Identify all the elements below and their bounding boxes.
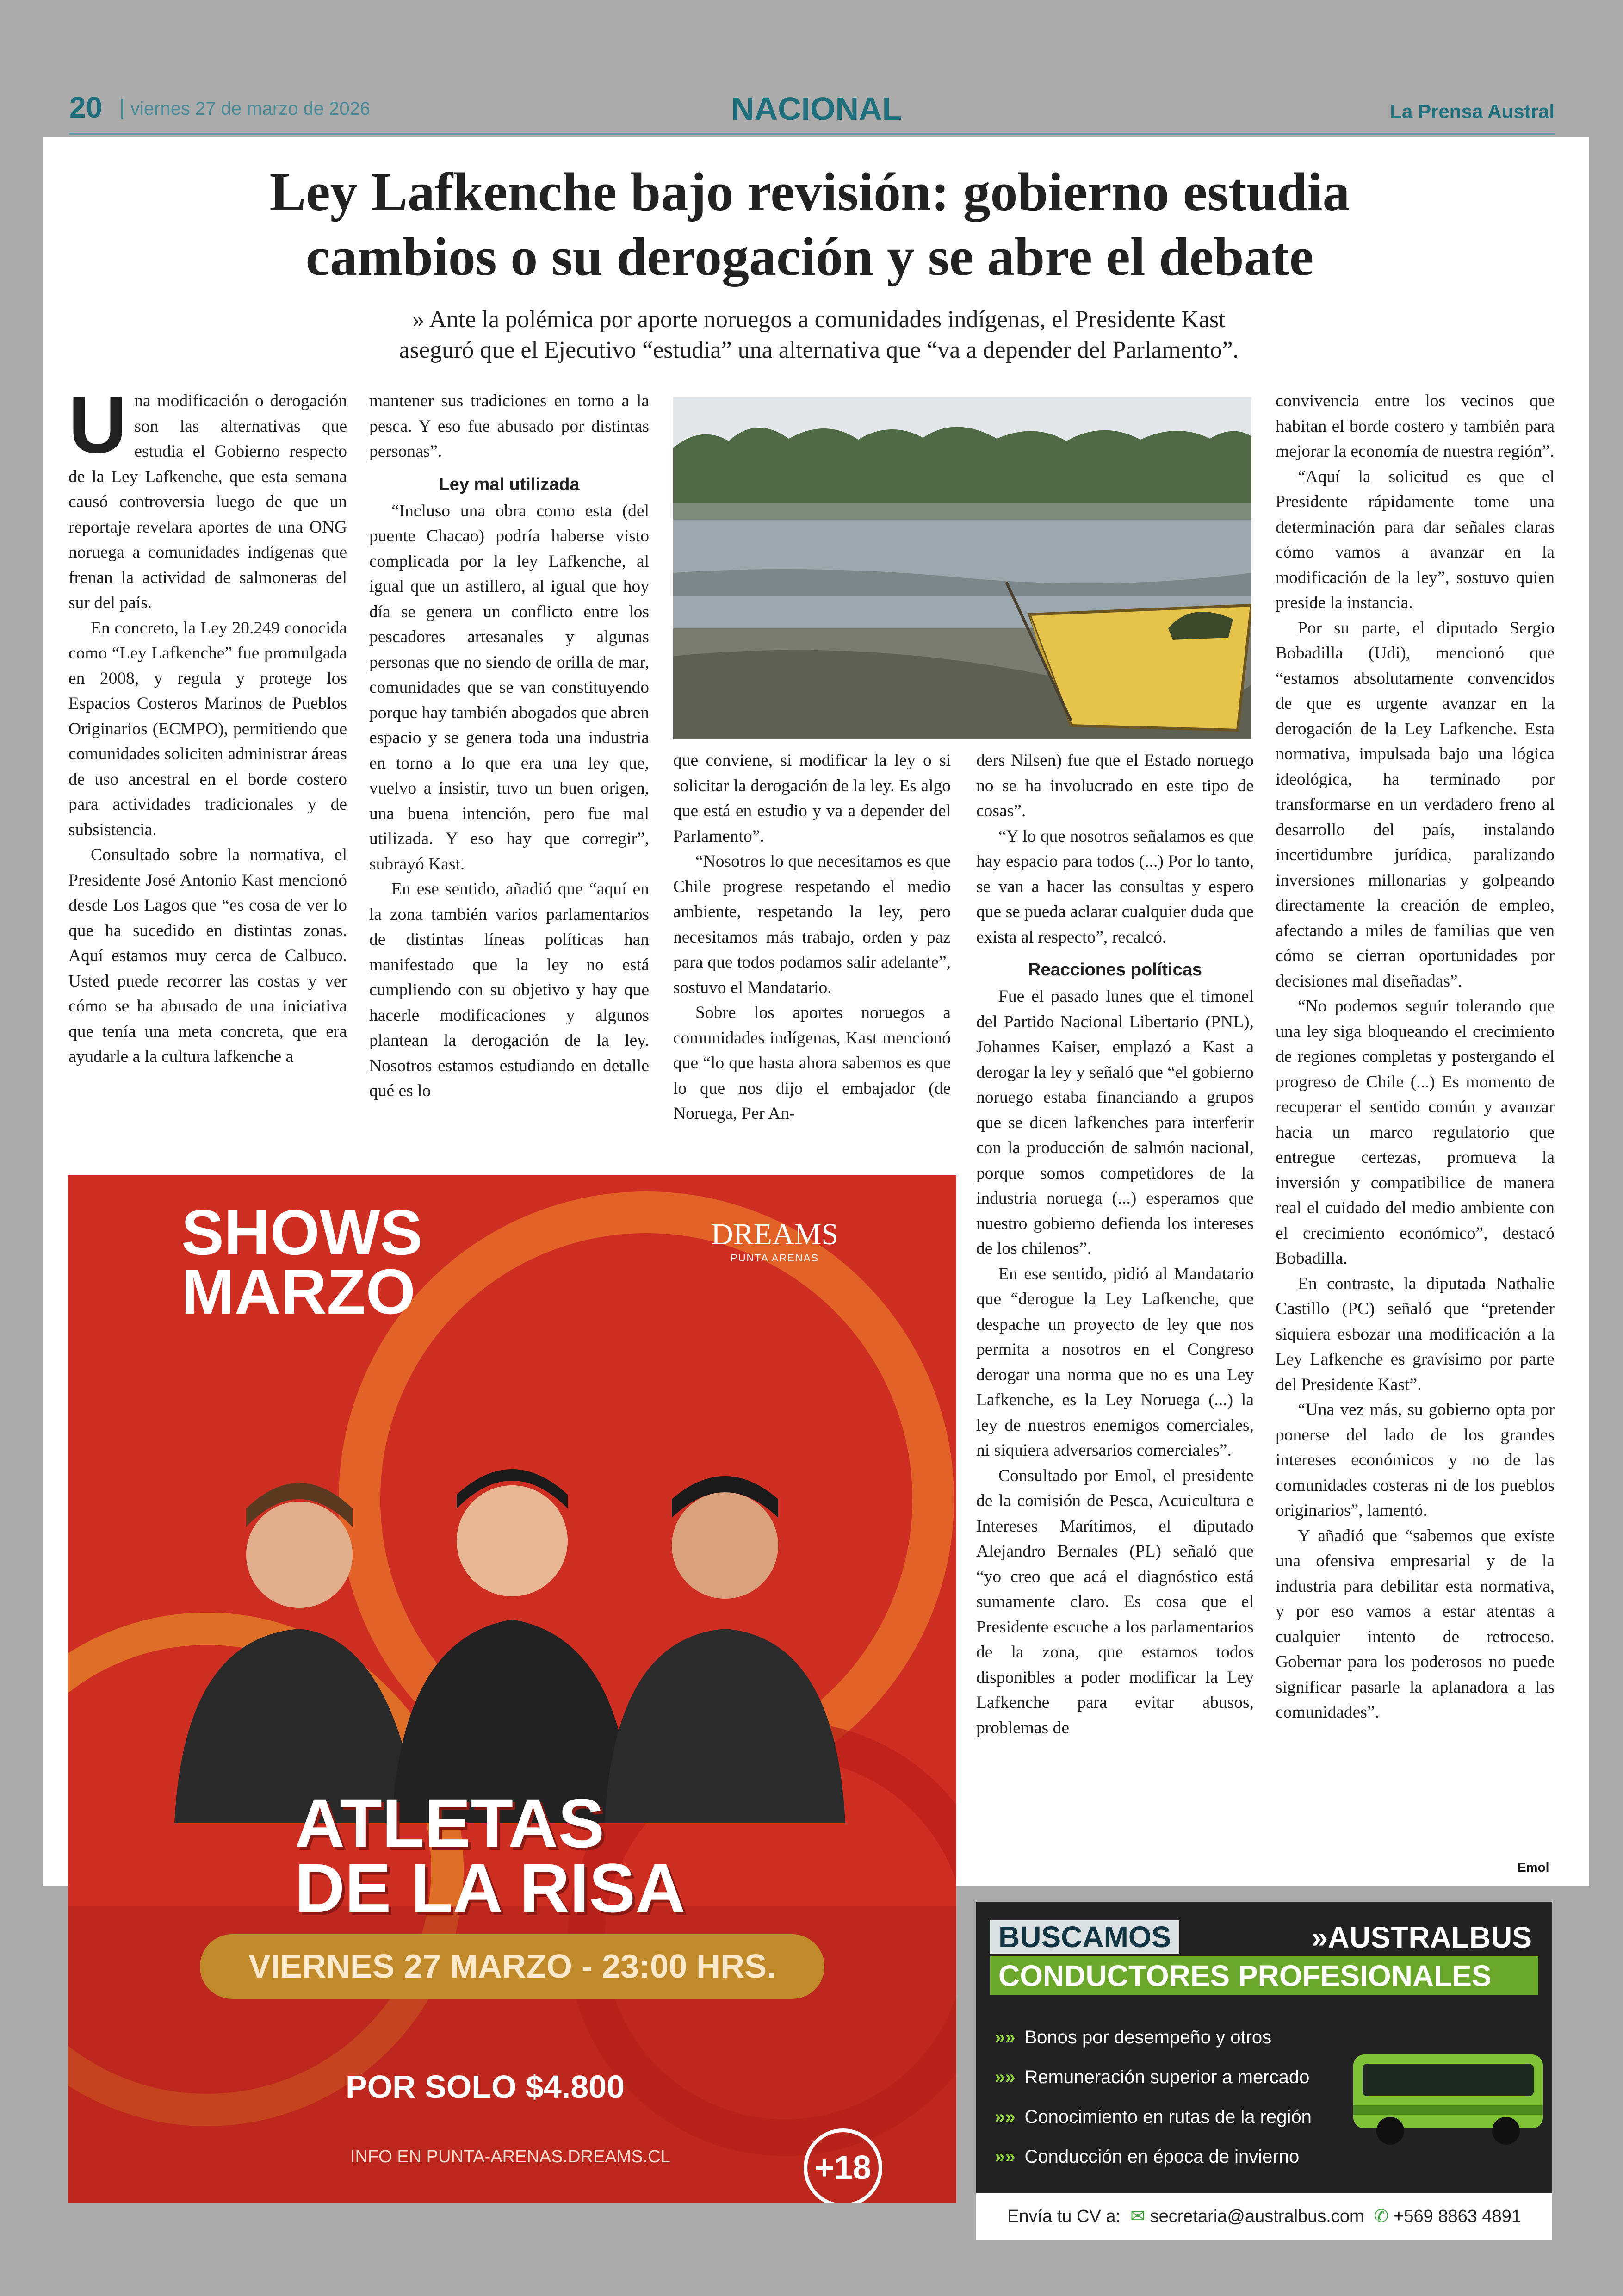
australbus-job-ad[interactable] xyxy=(976,1902,1552,2240)
phone-icon: ✆ xyxy=(1374,2207,1389,2226)
ad-tag: BUSCAMOS xyxy=(990,1920,1179,1954)
article-column-2 xyxy=(369,389,649,1104)
act-name xyxy=(295,1784,686,1927)
deck-line-2: aseguró que el Ejecutivo “estudia” una alternativa que “va a depender del Parlamento”. xyxy=(399,337,1239,363)
bus-image xyxy=(1349,2036,1548,2152)
paragraph: En ese sentido, pidió al Mandatario que “derogue la Ley Lafkenche, que despache un proyecto de ley que nos permita a nosotros en el Congreso derogar una norma que no es una Ley Lafkenche, es la Ley Noruega (...) la ley de nuestros enemigos comerciales, ni siquiera adversarios comerciales”. xyxy=(976,1264,1254,1460)
byline: Emol xyxy=(1518,1860,1549,1874)
article-column-5 xyxy=(1276,389,1555,1725)
paragraph: que conviene, si modificar la ley o si solicitar la derogación de la ley. Es algo que está en estudio y va a depender del Parlamento”. xyxy=(673,751,951,846)
act-name-line-2: DE LA RISA xyxy=(295,1849,686,1927)
dreams-show-ad[interactable] xyxy=(68,1175,956,2203)
deck-line-1: Ante la polémica por aporte noruegos a comunidades indígenas, el Presidente Kast xyxy=(429,306,1226,333)
page-number: 20 xyxy=(69,91,103,124)
subheading: Ley mal utilizada xyxy=(439,474,580,494)
ad-background xyxy=(68,1175,956,2203)
benefit-text: Remuneración superior a mercado xyxy=(1024,2067,1310,2087)
dreams-logo xyxy=(711,1217,838,1264)
paragraph: ders Nilsen) fue que el Estado noruego no se ha involucrado en este tipo de cosas”. xyxy=(976,751,1254,820)
paragraph: Por su parte, el diputado Sergio Bobadilla (Udi), mencionó que “estamos absolutamente convencidos de que es urgente avanzar en la derogación de la Ley Lafkenche. Esta normativa, impulsada bajo una lógica ideológica, ha terminado por transformarse en un verdadero freno al desarrollo del país, instalando incertidumbre jurídica, paralizando inversiones millonarias y golpeando directamente la creación de empleo, afectando a miles de familias que ven cómo se cierran oportunidades por decisiones mal diseñadas”. xyxy=(1276,618,1555,991)
drop-cap: U xyxy=(68,380,127,470)
chevron-right-icon: »» xyxy=(995,2147,1016,2167)
section-title: NACIONAL xyxy=(731,91,902,127)
paragraph: Consultado por Emol, el presidente de la comisión de Pesca, Acuicultura e Intereses Marítimos, el diputado Alejandro Bernales (PL) señaló que “yo creo que acá el diagnóstico está sumamente claro. Es cosa que el Presidente escuche a los parlamentarios de la zona, que estamos todos disponibles a poder modificar la Ley Lafkenche para evitar abusos, problemas de xyxy=(976,1466,1254,1738)
article-column-4 xyxy=(976,748,1254,1741)
ticket-price: POR SOLO $4.800 xyxy=(346,2069,625,2105)
mail-icon: ✉ xyxy=(1130,2207,1145,2226)
chevron-right-icon: » xyxy=(412,306,429,333)
paragraph: convivencia entre los vecinos que habitan el borde costero y también para mejorar la economía de nuestra región”. xyxy=(1276,391,1555,461)
paragraph: “Incluso una obra como esta (del puente Chacao) podría haberse visto complicada por la ley Lafkenche, al igual que un astillero, al igual que hoy día se genera un conflicto entre los pescadores artesanales y algunas personas que no siendo de orilla de mar, comunidades que se van constituyendo porque hay también abogados que abren espacio y se genera toda una industria en torno a lo que era una ley que, vuelvo a insistir, tuvo un buen origen, una buena intención, pero fue mal utilizada. Y eso hay que corregir”, subrayó Kast. xyxy=(369,501,649,874)
chevron-right-icon: » xyxy=(1311,1921,1328,1954)
issue-date: viernes 27 de marzo de 2026 xyxy=(121,99,370,119)
brand-name: AUSTRALBUS xyxy=(1328,1921,1532,1954)
list-item xyxy=(995,2017,1312,2057)
paragraph: Fue el pasado lunes que el timonel del Partido Nacional Libertario (PNL), Johannes Kaiser, emplazó a Kast a derogar la ley y señaló que “el gobierno noruego estaba financiando a grupos que se dicen lafkenches para interferir con la producción de salmón nacional, porque somos competidores de la industria noruega (...) esperamos que nuestro gobierno defienda los intereses de los chilenos”. xyxy=(976,987,1254,1258)
deck xyxy=(278,304,1360,366)
paragraph: mantener sus tradiciones en torno a la pesca. Y eso fue abusado por distintas personas”. xyxy=(369,391,649,461)
boat-on-shore-image xyxy=(673,397,1251,739)
headline xyxy=(157,160,1462,289)
paragraph: na modificación o derogación son las alternativas que estudia el Gobierno respecto de la Ley Lafkenche, que esta semana causó controversia luego de que un reportaje revelara aportes de una ONG noruega a comunidades indígenas que frenan la actividad de salmoneras del sur del país. xyxy=(68,391,347,612)
page-header xyxy=(69,90,1555,137)
ad-title-line-1: SHOWS xyxy=(181,1197,423,1268)
headline-line-1: Ley Lafkenche bajo revisión: gobierno estudia xyxy=(269,161,1350,222)
paragraph: En concreto, la Ley 20.249 conocida como “Ley Lafkenche” fue promulgada en 2008, y regula y protege los Espacios Costeros Marinos de Pueblos Originarios (ECMPO), permitiendo que comunidades soliciten administrar áreas de uso ancestral en el borde costero para actividades tradicionales y de subsistencia. xyxy=(68,618,347,839)
contact-bar xyxy=(976,2193,1552,2240)
paragraph: “Una vez más, su gobierno opta por ponerse del lado de los grandes intereses económicos y no de las comunidades costeras ni de los pueblos originarios”, lamentó. xyxy=(1276,1400,1555,1520)
contact-email[interactable]: secretaria@australbus.com xyxy=(1150,2207,1364,2226)
ad-headline: CONDUCTORES PROFESIONALES xyxy=(990,1956,1538,1995)
logo-subtext: PUNTA ARENAS xyxy=(730,1252,819,1264)
paragraph: Consultado sobre la normativa, el Presidente José Antonio Kast mencionó desde Los Lagos que “es cosa de ver lo que ha sucedido en distintas zonas. Aquí estamos muy cerca de Calbuco. Usted puede recorrer las costas y ver cómo se ha abusado de una iniciativa que tenía una meta concreta, que era ayudarle a la cultura lafkenche a xyxy=(68,845,347,1066)
headline-line-2: cambios o su derogación y se abre el debate xyxy=(305,226,1314,287)
paragraph: “Nosotros lo que necesitamos es que Chile progrese respetando el medio ambiente, respetando la ley, pero necesitamos más trabajo, orden y paz para que todos podamos salir adelante”, sostuvo el Mandatario. xyxy=(673,852,951,997)
logo-text: DREAMS xyxy=(711,1217,839,1251)
article-photo xyxy=(673,397,1251,739)
list-item xyxy=(995,2137,1312,2177)
ad-title xyxy=(181,1197,423,1328)
chevron-right-icon: »» xyxy=(995,2067,1016,2087)
subheading: Reacciones políticas xyxy=(1028,960,1202,980)
paragraph: En ese sentido, añadió que “aquí en la zona también varios parlamentarios de distintas líneas políticas han manifestado que la ley no está cumpliendo con su objetivo y hay que hacerle modificaciones y algunos plantean la derogación de la ley. Nosotros estamos estudiando en detalle qué es lo xyxy=(369,880,649,1100)
show-date: VIERNES 27 MARZO - 23:00 HRS. xyxy=(200,1934,824,1999)
age-rating-badge: +18 xyxy=(804,2128,882,2203)
paragraph: “No podemos seguir tolerando que una ley siga bloqueando el crecimiento de regiones completas y postergando el progreso de Chile (...) Es momento de recuperar el sentido común y avanzar hacia un marco regulatorio que entregue certezas, promueva la inversión y compatibilice de manera real el cuidado del medio ambiente con el crecimiento económico”, destacó Bobadilla. xyxy=(1276,997,1555,1268)
list-item xyxy=(995,2097,1312,2137)
act-name-line-1: ATLETAS xyxy=(295,1784,605,1862)
benefit-text: Conocimiento en rutas de la región xyxy=(1024,2107,1312,2127)
newspaper-name: La Prensa Austral xyxy=(1390,100,1555,122)
benefit-text: Bonos por desempeño y otros xyxy=(1024,2027,1272,2048)
header-divider xyxy=(69,133,1555,135)
australbus-logo xyxy=(1312,1920,1532,1955)
cv-label: Envía tu CV a: xyxy=(1007,2207,1121,2226)
contact-phone[interactable]: +569 8863 4891 xyxy=(1394,2207,1521,2226)
article-column-1 xyxy=(68,380,347,1070)
benefits-list xyxy=(995,2017,1312,2177)
paragraph: En contraste, la diputada Nathalie Castillo (PC) señaló que “pretender siquiera esbozar una modificación a la Ley Lafkenche es gravísimo por parte del Presidente Kast”. xyxy=(1276,1274,1555,1394)
paragraph: Y añadió que “sabemos que existe una ofensiva empresarial y de la industria para debilitar esta normativa, y por eso vamos a estar atentas a cualquier intento de retroceso. Gobernar para los poderosos no puede significar pasarle la aplanadora a las comunidades”. xyxy=(1276,1526,1555,1722)
list-item xyxy=(995,2057,1312,2097)
paragraph: Sobre los aportes noruegos a comunidades indígenas, Kast mencionó que “lo que hasta ahora sabemos es que lo que nos dijo el embajador (de Noruega, Per An- xyxy=(673,1003,951,1123)
benefit-text: Conducción en época de invierno xyxy=(1024,2147,1300,2167)
chevron-right-icon: »» xyxy=(995,2107,1016,2127)
info-link[interactable]: INFO EN PUNTA-ARENAS.DREAMS.CL xyxy=(350,2147,670,2166)
chevron-right-icon: »» xyxy=(995,2027,1016,2048)
article-column-3 xyxy=(673,748,951,1127)
performers-image xyxy=(174,1469,845,1823)
ad-title-line-2: MARZO xyxy=(181,1256,415,1328)
paragraph: “Aquí la solicitud es que el Presidente rápidamente tome una determinación para dar señales claras cómo vamos a avanzar en la modificación de la ley”, sostuvo quien preside la instancia. xyxy=(1276,467,1555,612)
paragraph: “Y lo que nosotros señalamos es que hay espacio para todos (...) Por lo tanto, se van a hacer las consultas y espero que se pueda aclarar cualquier duda que exista al respecto”, recalcó. xyxy=(976,826,1254,947)
